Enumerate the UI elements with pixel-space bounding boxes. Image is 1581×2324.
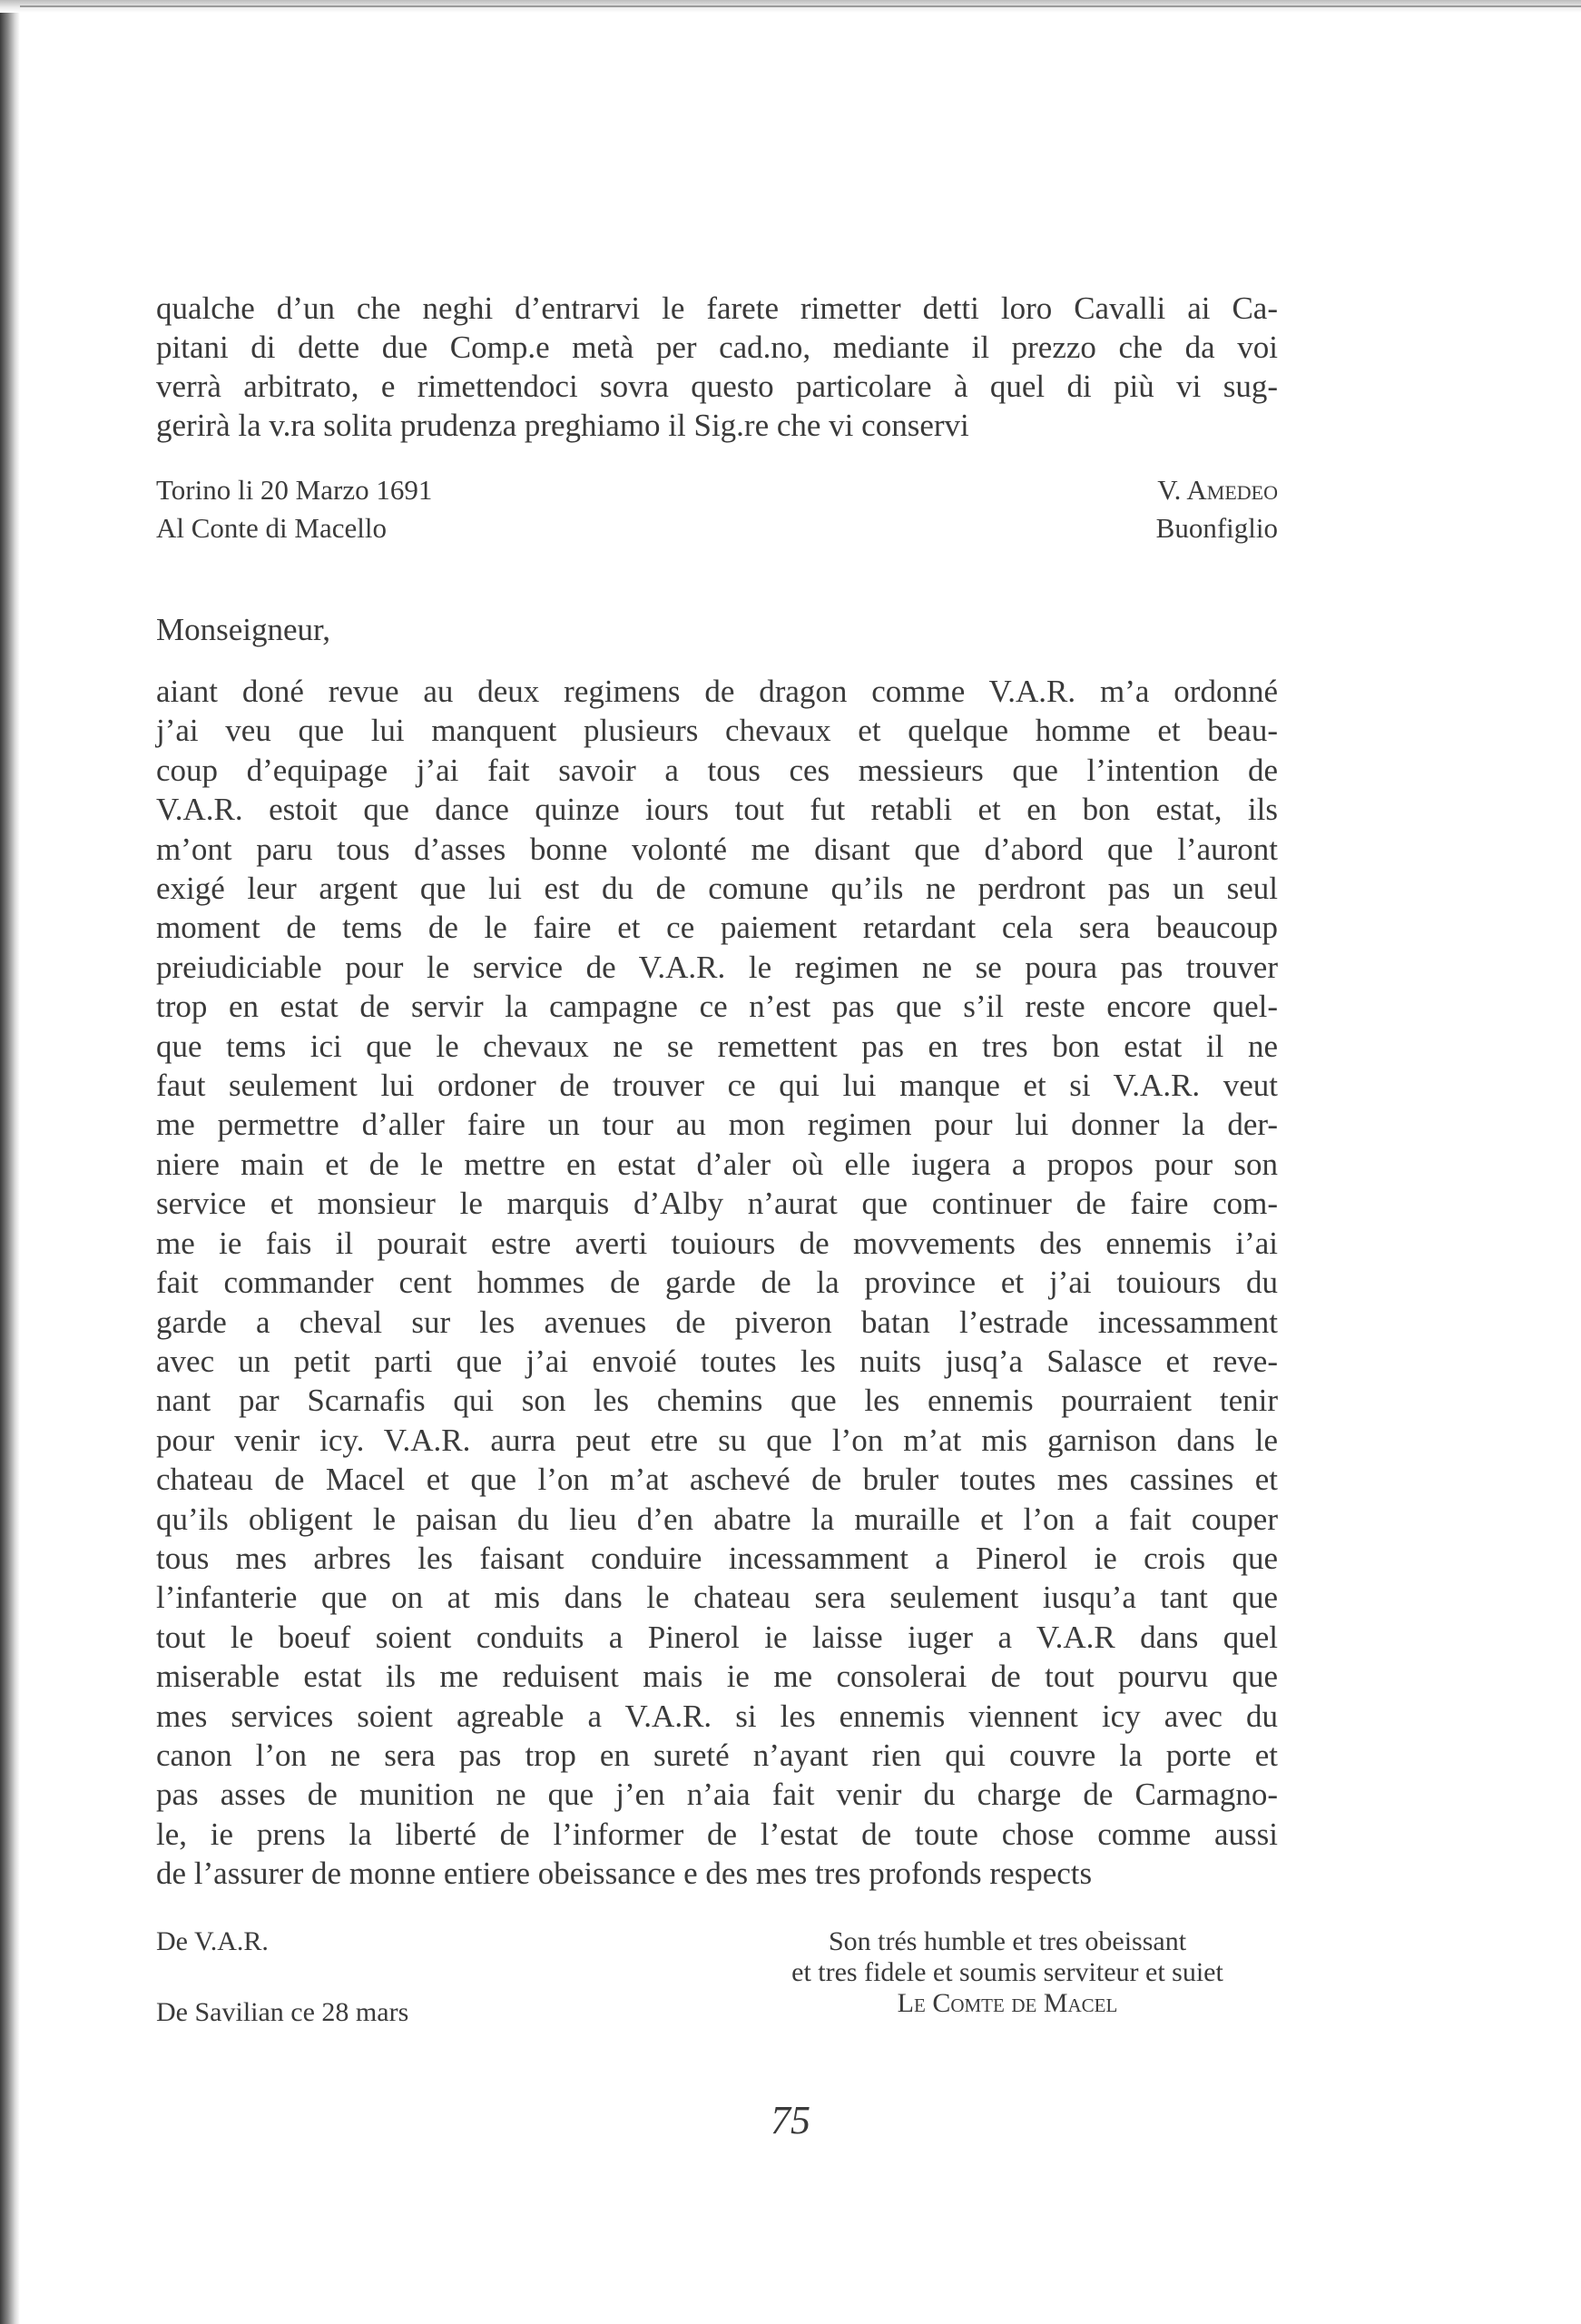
- closing-2-signature-block: [737, 1926, 1278, 2019]
- letter-line: que tems ici que le chevaux ne se remettent pas en tres bon estat il ne: [156, 1028, 1278, 1064]
- closing-1-recipient: Al Conte di Macello: [156, 512, 387, 544]
- page-number: 75: [771, 2098, 810, 2142]
- scan-binding-edge: [0, 0, 20, 2324]
- letter-line: aiant doné revue au deux regimens de dragon comme V.A.R. m’a ordonné: [156, 674, 1278, 709]
- letter-line: chateau de Macel et que l’on m’at aschevé de bruler toutes mes cassines et: [156, 1462, 1278, 1498]
- closing-2-sign-line-1: Son trés humble et tres obeissant: [828, 1926, 1187, 1956]
- intro-line: verrà arbitrato, e rimettendoci sovra questo particolare à quel di più vi sug-: [156, 369, 1278, 404]
- scan-top-rule: [20, 5, 1581, 7]
- letter-line: m’ont paru tous d’asses bonne volonté me disant que d’abord que l’auront: [156, 831, 1278, 867]
- closing-2-place-date: De Savilian ce 28 mars: [156, 1997, 409, 2027]
- closing-1-signer: V. Amedeo: [1157, 474, 1278, 506]
- letter-line: pas asses de munition ne que j’en n’aia fait venir du charge de Carmagno-: [156, 1777, 1278, 1813]
- letter-line: exigé leur argent que lui est du de comune qu’ils ne perdront pas un seul: [156, 871, 1278, 907]
- letter-line: coup d’equipage j’ai fait savoir a tous ces messieurs que l’intention de: [156, 752, 1278, 788]
- letter-line: tout le boeuf soient conduits a Pinerol ie laisse iuger a V.A.R dans quel: [156, 1619, 1278, 1655]
- letter-line: service et monsieur le marquis d’Alby n’aurat que continuer de faire com-: [156, 1186, 1278, 1222]
- letter-line: pour venir icy. V.A.R. aurra peut etre su que l’on m’at mis garnison dans le: [156, 1422, 1278, 1458]
- intro-line: gerirà la v.ra solita prudenza preghiamo il Sig.re che vi conservi: [156, 408, 969, 443]
- letter-line: me ie fais il pourait estre averti touiours de movvements des ennemis i’ai: [156, 1225, 1278, 1261]
- letter-line: de l’assurer de monne entiere obeissance e des mes tres profonds respects: [156, 1856, 1093, 1892]
- letter-line: trop en estat de servir la campagne ce n’est pas que s’il reste encore quel-: [156, 989, 1278, 1025]
- closing-2-addressee: De V.A.R.: [156, 1926, 269, 1956]
- letter-line: niere main et de le mettre en estat d’aler où elle iugera a propos pour son: [156, 1146, 1278, 1182]
- closing-1-countersigner: Buonfiglio: [1155, 512, 1278, 544]
- letter-line: fait commander cent hommes de garde de la province et j’ai touiours du: [156, 1265, 1278, 1301]
- letter-body: [156, 672, 1278, 1894]
- letter-line: V.A.R. estoit que dance quinze iours tout fut retabli et en bon estat, ils: [156, 792, 1278, 828]
- closing-1-place-date: Torino li 20 Marzo 1691: [156, 474, 433, 506]
- letter-line: garde a cheval sur les avenues de piveron batan l’estrade incessamment: [156, 1304, 1278, 1340]
- intro-line: qualche d’un che neghi d’entrarvi le farete rimetter detti loro Cavalli ai Ca-: [156, 290, 1278, 326]
- letter-line: l’infanterie que on at mis dans le chateau sera seulement iusqu’a tant que: [156, 1580, 1278, 1616]
- letter-line: moment de tems de le faire et ce paiement retardant cela sera beaucoup: [156, 910, 1278, 946]
- letter-salutation: Monseigneur,: [156, 612, 331, 647]
- letter-line: j’ai veu que lui manquent plusieurs chevaux et quelque homme et beau-: [156, 713, 1278, 749]
- intro-line: pitani di dette due Comp.e metà per cad.no, mediante il prezzo che da voi: [156, 330, 1278, 365]
- letter-line: avec un petit parti que j’ai envoié toutes les nuits jusq’a Salasce et reve-: [156, 1343, 1278, 1379]
- letter-line: canon l’on ne sera pas trop en sureté n’ayant rien qui couvre la porte et: [156, 1737, 1278, 1773]
- closing-2-sign-line-2: et tres fidele et soumis serviteur et suiet: [791, 1957, 1223, 1987]
- letter-line: le, ie prens la liberté de l’informer de l’estat de toute chose comme aussi: [156, 1816, 1278, 1852]
- closing-2-signer: Le Comte de Macel: [897, 1988, 1118, 2018]
- letter-line: preiudiciable pour le service de V.A.R. le regimen ne se poura pas trouver: [156, 949, 1278, 985]
- letter-line: nant par Scarnafis qui son les chemins que les ennemis pourraient tenir: [156, 1383, 1278, 1419]
- letter-line: tous mes arbres les faisant conduire incessamment a Pinerol ie crois que: [156, 1540, 1278, 1576]
- letter-line: me permettre d’aller faire un tour au mon regimen pour lui donner la der-: [156, 1107, 1278, 1143]
- intro-paragraph: [156, 289, 1278, 445]
- letter-line: faut seulement lui ordoner de trouver ce qui lui manque et si V.A.R. veut: [156, 1068, 1278, 1104]
- letter-line: mes services soient agreable a V.A.R. si les ennemis viennent icy avec du: [156, 1698, 1278, 1734]
- letter-line: miserable estat ils me reduisent mais ie me consolerai de tout pourvu que: [156, 1659, 1278, 1695]
- letter-line: qu’ils obligent le paisan du lieu d’en abatre la muraille et l’on a fait couper: [156, 1501, 1278, 1537]
